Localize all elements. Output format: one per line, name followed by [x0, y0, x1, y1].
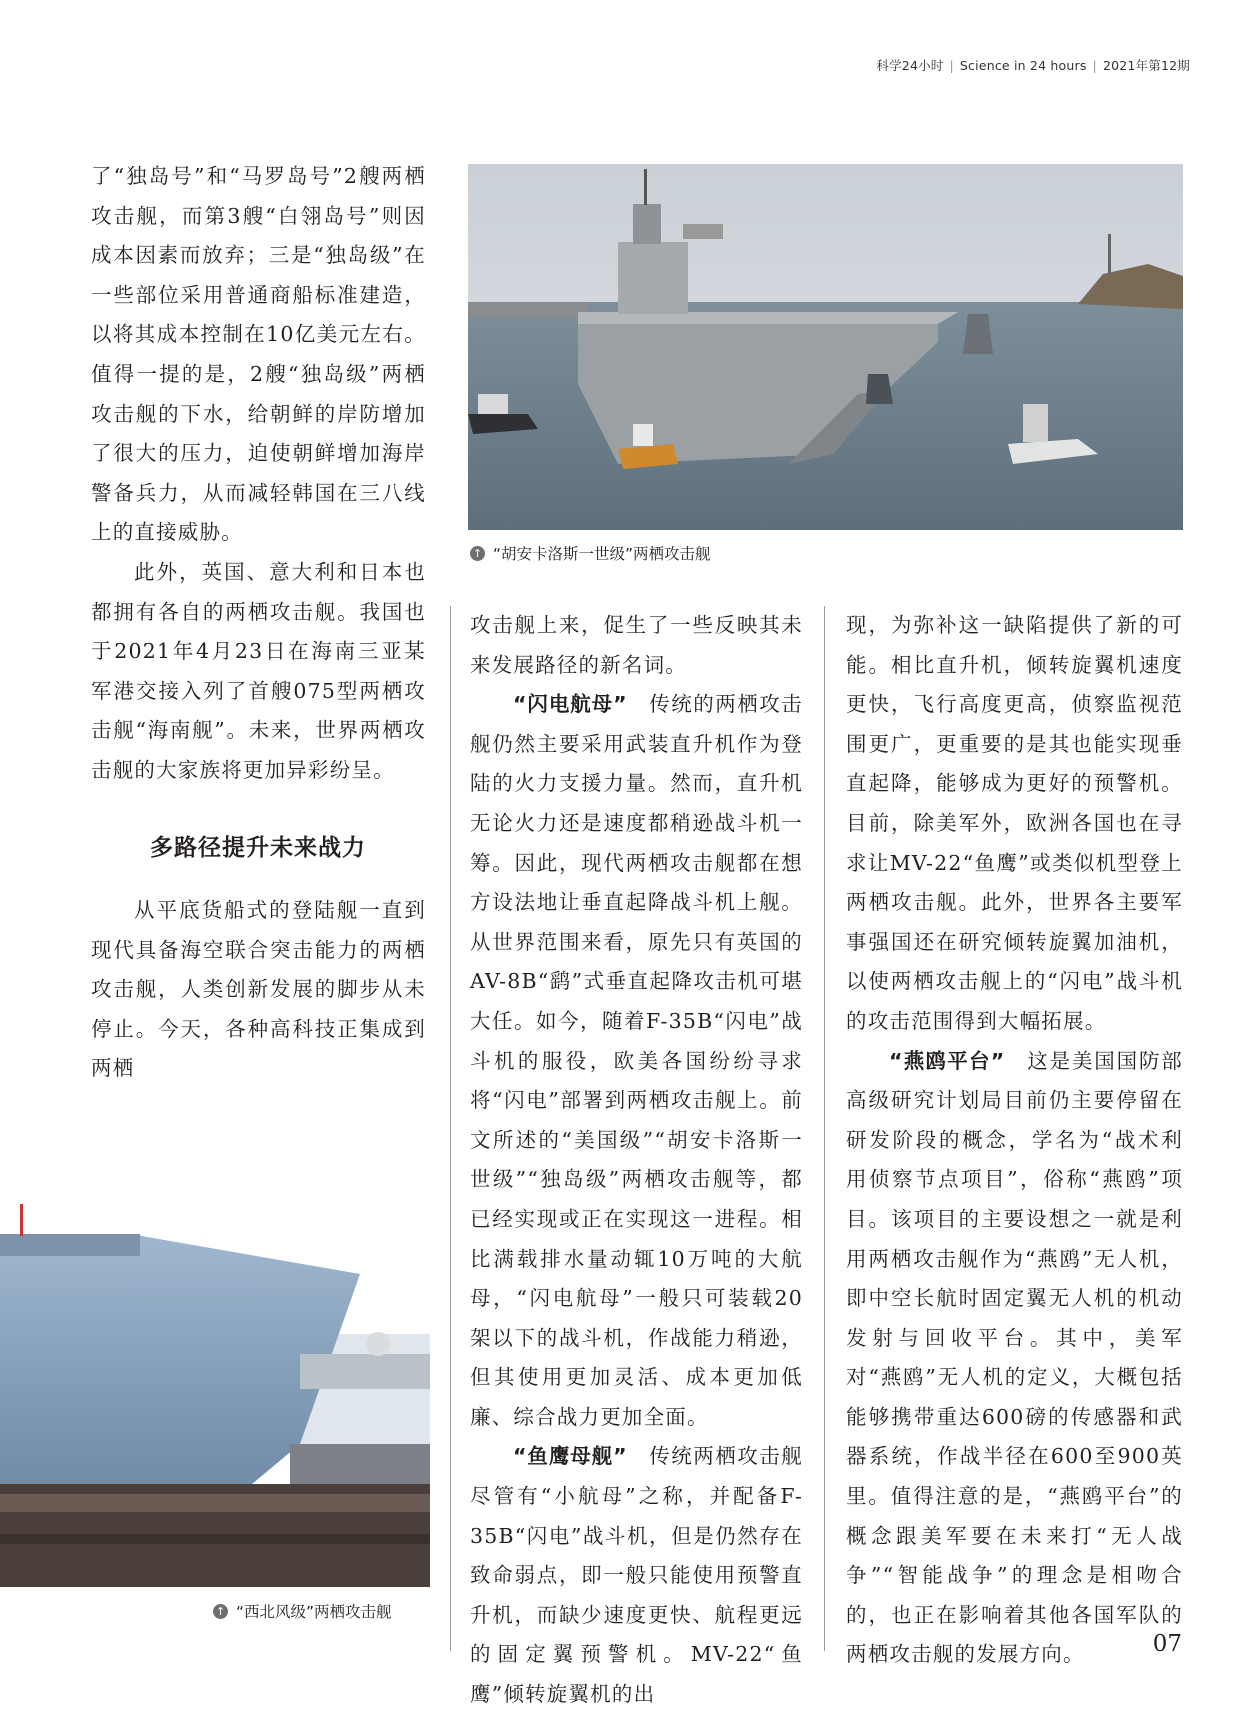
paragraph-text: 传统的两栖攻击舰仍然主要采用武装直升机作为登陆的火力支援力量。然而，直升机无论火力还是速度都稍逊战斗机一筹。因此，现代两栖攻击舰都在想方设法地让垂直起降战斗机上舰。从世界范围来看，原先只有英国的AV-8B“鹞”式垂直起降攻击机可堪大任。如今，随着F-35B“闪电”战斗机的服役，欧美各国纷纷寻求将“闪电”部署到两栖攻击舰上。前文所述的“美国级”“胡安卡洛斯一世级”“独岛级”两栖攻击舰等，都已经实现或正在实现这一进程。相比满载排水量动辄10万吨的大航母，“闪电航母”一般只可装载20架以下的战斗机，作战能力稍逊，但其使用更加灵活、成本更加低廉、综合战力更加全面。 [470, 692, 804, 1429]
caption-bottom-photo [213, 1600, 392, 1622]
paragraph: 此外，英国、意大利和日本也都拥有各自的两栖攻击舰。我国也于2021年4月23日在海南三亚某军港交接入列了首艘075型两栖攻击舰“海南舰”。未来，世界两栖攻击舰的大家族将更加异彩纷呈。 [91, 559, 426, 782]
photo-mistral-ship [0, 1194, 430, 1587]
paragraph: 现，为弥补这一缺陷提供了新的可能。相比直升机，倾转旋翼机速度更快，飞行高度更高，侦察监视范围更广，更重要的是其也能实现垂直起降，能够成为更好的预警机。目前，除美军外，欧洲各国也在寻求让MV-22“鱼鹰”或类似机型登上两栖攻击舰。此外，世界各主要军事强国还在研究倾转旋翼加油机，以使两栖攻击舰上的“闪电”战斗机的攻击范围得到大幅拓展。 [846, 613, 1183, 1033]
section-title: 多路径提升未来战力 [150, 835, 366, 861]
caption-top-photo [470, 542, 711, 564]
column-divider [450, 606, 451, 1651]
magazine-name: 科学24小时 [876, 58, 944, 73]
term-osprey-carrier: “鱼鹰母舰” [513, 1444, 628, 1469]
running-header: 科学24小时 | Science in 24 hours | 2021年第12期 [876, 58, 1190, 73]
arrow-up-icon: ↑ [213, 1604, 228, 1619]
column-left [91, 157, 426, 791]
paragraph [470, 685, 803, 1437]
column-divider [824, 606, 825, 1651]
term-tern-platform: “燕鸥平台” [889, 1048, 1005, 1073]
paragraph: 了“独岛号”和“马罗岛号”2艘两栖攻击舰，而第3艘“白翎岛号”则因成本因素而放弃；三是“独岛级”在一些部位采用普通商船标准建造，以将其成本控制在10亿美元左右。值得一提的是，2艘“独岛级”两栖攻击舰的下水，给朝鲜的岸防增加了很大的压力，迫使朝鲜增加海岸警备兵力，从而减轻韩国在三八线上的直接威胁。 [91, 164, 426, 545]
magazine-english-name: Science in 24 hours [959, 58, 1087, 73]
paragraph: 攻击舰上来，促生了一些反映其未来发展路径的新名词。 [470, 613, 803, 677]
paragraph-text: 这是美国国防部高级研究计划局目前仍主要停留在研发阶段的概念，学名为“战术利用侦察节点项目”，俗称“燕鸥”项目。该项目的主要设想之一就是利用两栖攻击舰作为“燕鸥”无人机，即中空长航时固定翼无人机的机动发射与回收平台。其中，美军对“燕鸥”无人机的定义，大概包括能够携带重达600磅的传感器和武器系统，作战半径在600至900英里。值得注意的是，“燕鸥平台”的概念跟美军要在未来打“无人战争”“智能战争”的理念是相吻合的，也正在影响着其他各国军队的两栖攻击舰的发展方向。 [846, 1048, 1183, 1667]
caption-text: “胡安卡洛斯一世级”两栖攻击舰 [493, 545, 711, 563]
caption-text: “西北风级”两栖攻击舰 [236, 1603, 392, 1621]
paragraph [846, 1042, 1183, 1676]
column-middle [470, 606, 803, 1715]
issue-label: 2021年第12期 [1102, 58, 1190, 73]
paragraph-text: 传统两栖攻击舰尽管有“小航母”之称，并配备F-35B“闪电”战斗机，但是仍然存在致命弱点，即一般只能使用预警直升机，而缺少速度更快、航程更远的固定翼预警机。MV-22“鱼鹰”倾转旋翼机的出 [470, 1444, 804, 1707]
term-lightning-carrier: “闪电航母” [513, 692, 628, 717]
paragraph: 从平底货船式的登陆舰一直到现代具备海空联合突击能力的两栖攻击舰，人类创新发展的脚步从未停止。今天，各种高科技正集成到两栖 [91, 898, 426, 1081]
ship-photo-illustration [468, 164, 1183, 530]
page-number: 07 [1152, 1631, 1182, 1657]
ship-photo-illustration [0, 1194, 430, 1587]
photo-juan-carlos-ship [468, 164, 1183, 530]
column-left-lower [91, 891, 426, 1089]
column-right [846, 606, 1183, 1675]
arrow-up-icon: ↑ [470, 546, 485, 561]
paragraph [470, 1437, 803, 1714]
